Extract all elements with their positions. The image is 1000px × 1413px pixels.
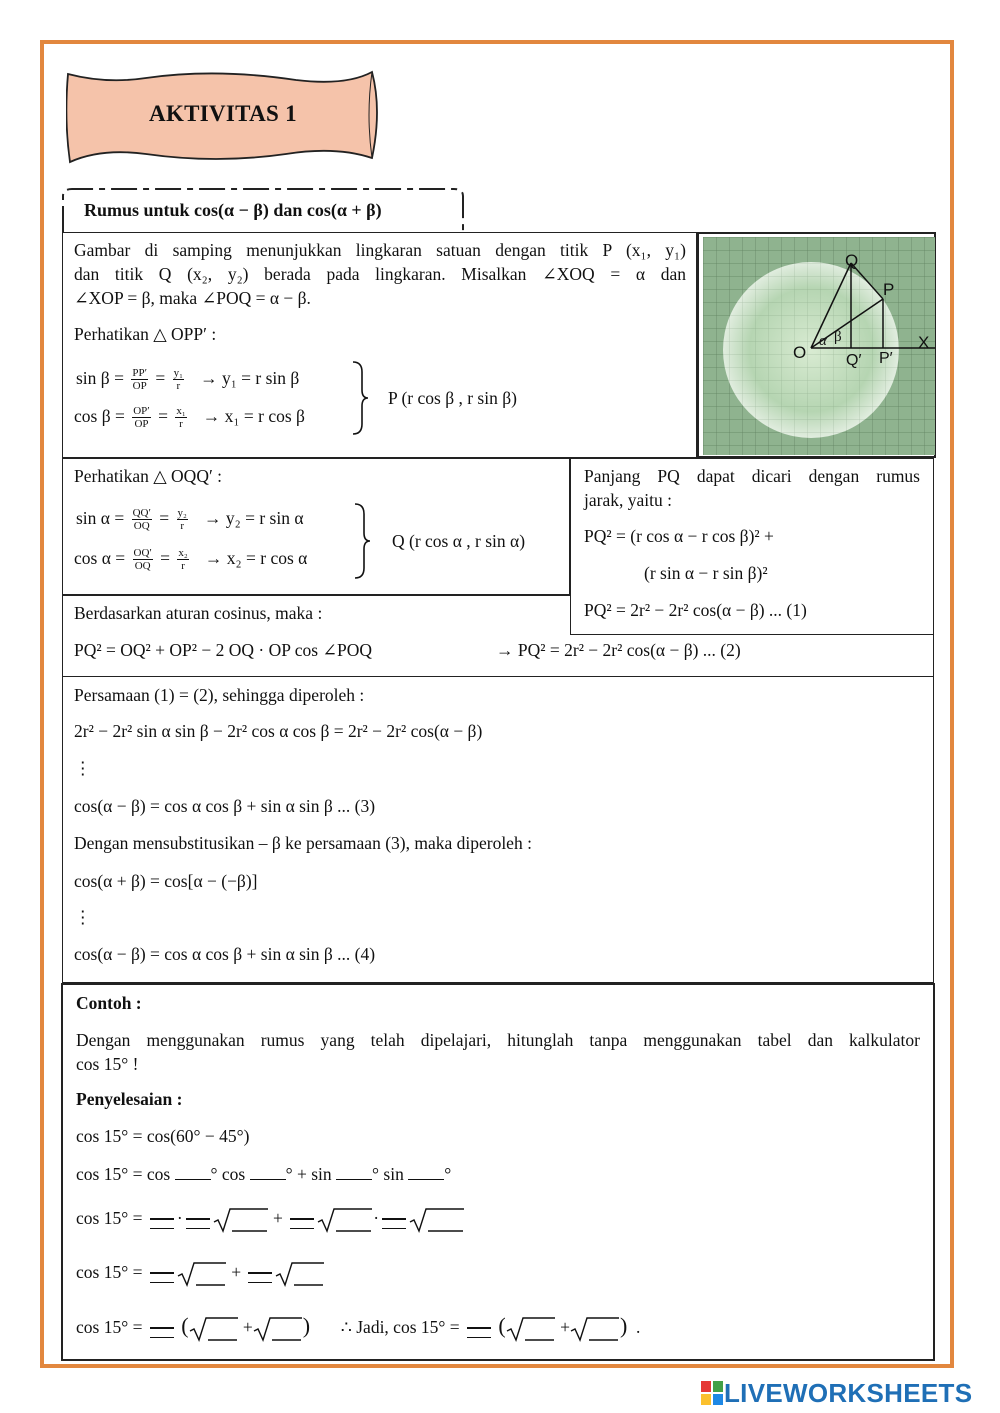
pq-line-2: jarak, yaitu : bbox=[584, 490, 672, 510]
page-title: AKTIVITAS 1 bbox=[149, 101, 297, 126]
opp-sin-row: sin β = $\frac{PP'}{OP}$ = $\frac{\text{y₁}}{r}$ → y₁ = r sin β bbox=[76, 367, 300, 393]
answer-blank[interactable] bbox=[336, 1165, 372, 1180]
pq-eq-1: PQ² = (r cos α − r cos β)² + bbox=[584, 526, 774, 546]
label-alpha: α bbox=[819, 333, 827, 349]
sqrt-blank[interactable] bbox=[189, 1316, 239, 1342]
label-beta: β bbox=[834, 329, 842, 345]
derive-heading: Persamaan (1) = (2), sehingga diperoleh : bbox=[74, 685, 365, 705]
subtitle-tab bbox=[62, 188, 464, 232]
cosrule-heading: Berdasarkan aturan cosinus, maka : bbox=[74, 603, 323, 623]
intro-line-3: ∠XOP = β, maka ∠POQ = α − β. bbox=[74, 288, 311, 308]
point-q: Q (r cos α , r sin α) bbox=[392, 531, 526, 551]
fraction-blank[interactable] bbox=[467, 1319, 491, 1338]
cosrule-eq: PQ² = OQ² + OP² − 2 OQ · OP cos ∠POQ bbox=[74, 640, 373, 660]
solution-step-1: cos 15° = cos(60° − 45°) bbox=[76, 1126, 250, 1146]
fraction-blank[interactable] bbox=[150, 1264, 174, 1283]
sqrt-blank[interactable] bbox=[213, 1207, 269, 1233]
sqrt-blank[interactable] bbox=[570, 1316, 620, 1342]
fraction-blank[interactable] bbox=[290, 1210, 314, 1229]
brand-text: LIVEWORKSHEETS bbox=[724, 1377, 973, 1408]
point-p: P (r cos β , r sin β) bbox=[388, 388, 517, 408]
derive-dots-2: ⋮ bbox=[74, 907, 92, 927]
label-p-prime: P′ bbox=[879, 350, 893, 367]
fraction-blank[interactable] bbox=[248, 1264, 272, 1283]
answer-blank[interactable] bbox=[250, 1165, 286, 1180]
sqrt-blank[interactable] bbox=[506, 1316, 556, 1342]
derive-subst: Dengan mensubstitusikan – β ke persamaan (3), maka diperoleh : bbox=[74, 833, 532, 853]
oqq-heading: Perhatikan △ OQQ′ : bbox=[74, 466, 223, 486]
subtitle: Rumus untuk cos(α − β) dan cos(α + β) bbox=[84, 200, 382, 220]
oqq-sin-row: sin α = $\frac{QQ'}{OQ}$ = $\frac{\text{y₂}}{r}$ → y₂ = r sin α bbox=[76, 507, 304, 533]
intro-line-1: Gambar di samping menunjukkan lingkaran satuan dengan titik P (x₁, y₁) bbox=[74, 240, 686, 260]
pq-eq-2: PQ² = 2r² − 2r² cos(α − β) ... (1) bbox=[584, 600, 807, 620]
sqrt-blank[interactable] bbox=[317, 1207, 373, 1233]
unit-circle-figure bbox=[703, 237, 935, 455]
cosrule-result: → PQ² = 2r² − 2r² cos(α − β) ... (2) bbox=[496, 640, 741, 660]
title-banner bbox=[66, 70, 380, 166]
solution-step-4: cos 15° = + bbox=[76, 1260, 325, 1287]
derive-dots-1: ⋮ bbox=[74, 758, 92, 778]
derive-eq-5: cos(α − β) = cos α cos β + sin α sin β ... (4) bbox=[74, 944, 376, 964]
sqrt-blank[interactable] bbox=[177, 1261, 227, 1287]
solution-step-3: cos 15° = · + · bbox=[76, 1206, 465, 1233]
label-x: X bbox=[918, 333, 930, 352]
opp-cos-row: cos β = $\frac{OP'}{OP}$ = $\frac{\text{x₁}}{r}$ → x₁ = r cos β bbox=[74, 405, 305, 431]
example-question-1: Dengan menggunakan rumus yang telah dipelajari, hitunglah tanpa menggunakan tabel dan kalkulator bbox=[76, 1030, 920, 1050]
logo-icon bbox=[700, 1380, 724, 1406]
derive-eq-3: cos(α − β) = cos α cos β + sin α sin β ... (3) bbox=[74, 796, 376, 816]
fraction-blank[interactable] bbox=[150, 1319, 174, 1338]
label-q-prime: Q′ bbox=[846, 352, 862, 369]
intro-line-2: dan titik Q (x₂, y₂) berada pada lingkaran. Misalkan ∠XOQ = α dan bbox=[74, 264, 686, 284]
answer-blank[interactable] bbox=[175, 1165, 211, 1180]
oqq-cos-row: cos α = $\frac{OQ'}{OQ}$ = $\frac{\text{x₂}}{r}$ → x₂ = r cos α bbox=[74, 547, 308, 573]
sqrt-blank[interactable] bbox=[253, 1316, 303, 1342]
fraction-blank[interactable] bbox=[150, 1210, 174, 1229]
example-heading: Contoh : bbox=[76, 993, 142, 1013]
opp-heading: Perhatikan △ OPP′ : bbox=[74, 324, 217, 344]
answer-blank[interactable] bbox=[408, 1165, 444, 1180]
sqrt-blank[interactable] bbox=[409, 1207, 465, 1233]
fraction-blank[interactable] bbox=[382, 1210, 406, 1229]
derive-eq-4: cos(α + β) = cos[α − (−β)] bbox=[74, 871, 258, 891]
solution-step-2: cos 15° = cos ° cos ° + sin ° sin ° bbox=[76, 1164, 452, 1184]
pq-line-1: Panjang PQ dapat dicari dengan rumus bbox=[584, 466, 920, 486]
opp-brace bbox=[350, 360, 370, 436]
example-question-2: cos 15° ! bbox=[76, 1054, 139, 1074]
solution-heading: Penyelesaian : bbox=[76, 1089, 183, 1109]
pq-eq-1b: (r sin α − r sin β)² bbox=[644, 563, 768, 583]
liveworksheets-logo[interactable] bbox=[700, 1378, 972, 1408]
conclusion-text: ∴ Jadi, cos 15° = bbox=[340, 1317, 460, 1337]
fraction-blank[interactable] bbox=[186, 1210, 210, 1229]
derive-eq-1: 2r² − 2r² sin α sin β − 2r² cos α cos β = 2r² − 2r² cos(α − β) bbox=[74, 721, 483, 741]
fraction: $\frac{PP'}{OP}$ bbox=[132, 367, 147, 393]
label-p: P bbox=[883, 280, 895, 299]
label-q: Q bbox=[845, 251, 859, 270]
sqrt-blank[interactable] bbox=[275, 1261, 325, 1287]
label-o: O bbox=[793, 343, 807, 362]
oqq-brace bbox=[352, 502, 372, 580]
solution-step-5: cos 15° = ( + ) ∴ Jadi, cos 15° = ( + ) . bbox=[76, 1314, 640, 1342]
